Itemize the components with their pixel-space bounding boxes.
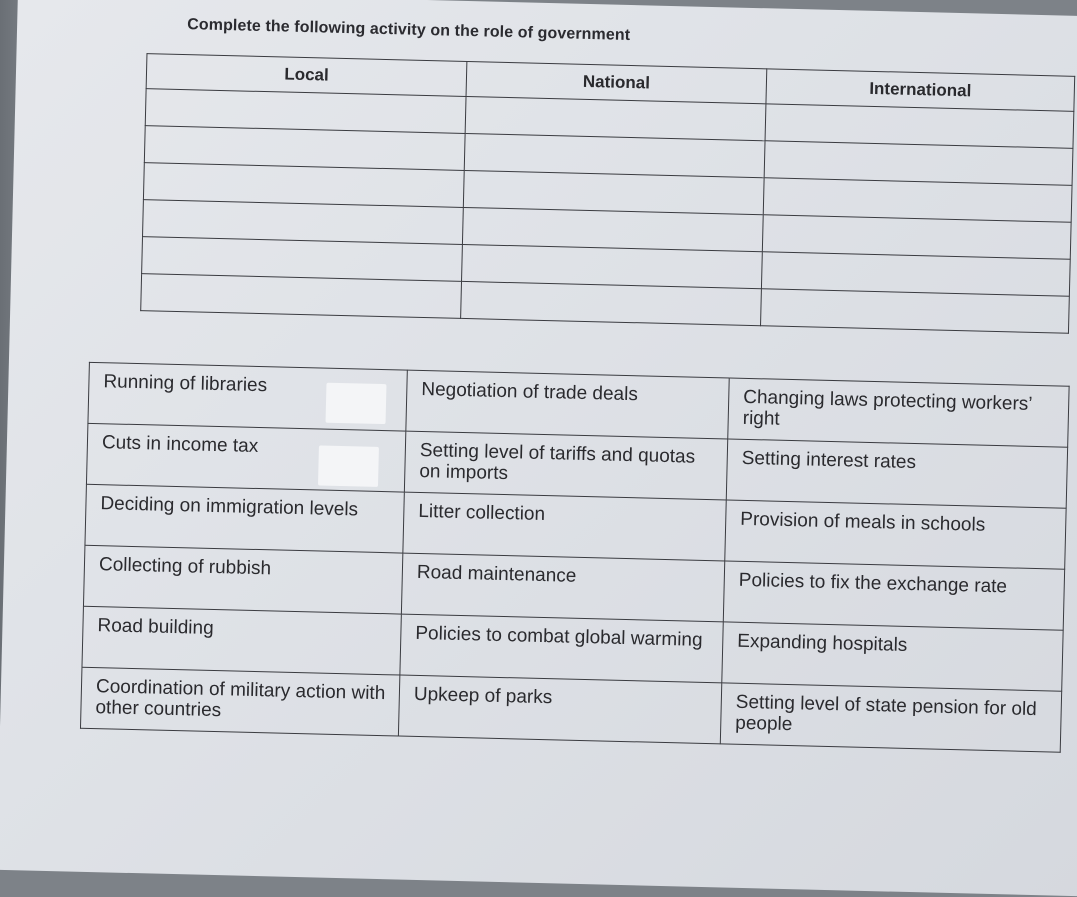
activity-card[interactable]: Road building bbox=[82, 606, 401, 675]
tape-patch bbox=[326, 383, 387, 424]
activity-card[interactable]: Expanding hospitals bbox=[722, 622, 1063, 691]
tape-patch bbox=[318, 445, 379, 486]
activity-card[interactable]: Policies to combat global warming bbox=[400, 614, 723, 683]
activity-card[interactable]: Setting level of state pension for old people bbox=[720, 683, 1061, 752]
activity-card[interactable]: Policies to fix the exchange rate bbox=[723, 561, 1064, 630]
answer-cell-national[interactable] bbox=[461, 281, 762, 325]
activity-card[interactable]: Changing laws protecting workers’ right bbox=[728, 378, 1069, 447]
activity-card[interactable]: Deciding on immigration levels bbox=[85, 484, 404, 553]
answer-cell-international[interactable] bbox=[761, 289, 1070, 334]
answer-grid bbox=[140, 53, 1075, 334]
activity-card[interactable]: Setting level of tariffs and quotas on imports bbox=[404, 431, 727, 500]
activity-card[interactable]: Running of libraries bbox=[88, 362, 407, 431]
header-national: National bbox=[466, 61, 767, 103]
answer-cell-local[interactable] bbox=[141, 274, 462, 319]
activity-card[interactable]: Upkeep of parks bbox=[398, 675, 721, 744]
header-international: International bbox=[766, 69, 1075, 112]
activity-card[interactable]: Collecting of rubbish bbox=[83, 545, 402, 614]
activity-card[interactable]: Provision of meals in schools bbox=[725, 500, 1066, 569]
instruction-title: Complete the following activity on the role of government bbox=[186, 16, 631, 44]
activity-cards-table bbox=[80, 362, 1070, 753]
activity-card[interactable]: Litter collection bbox=[403, 492, 726, 561]
activity-card[interactable]: Cuts in income tax bbox=[86, 423, 405, 492]
header-local: Local bbox=[146, 54, 467, 97]
activity-card[interactable]: Road maintenance bbox=[401, 553, 724, 622]
activity-card[interactable]: Setting interest rates bbox=[726, 439, 1067, 508]
activity-card[interactable]: Coordination of military action with other countries bbox=[80, 667, 399, 736]
activity-card[interactable]: Negotiation of trade deals bbox=[406, 370, 729, 439]
